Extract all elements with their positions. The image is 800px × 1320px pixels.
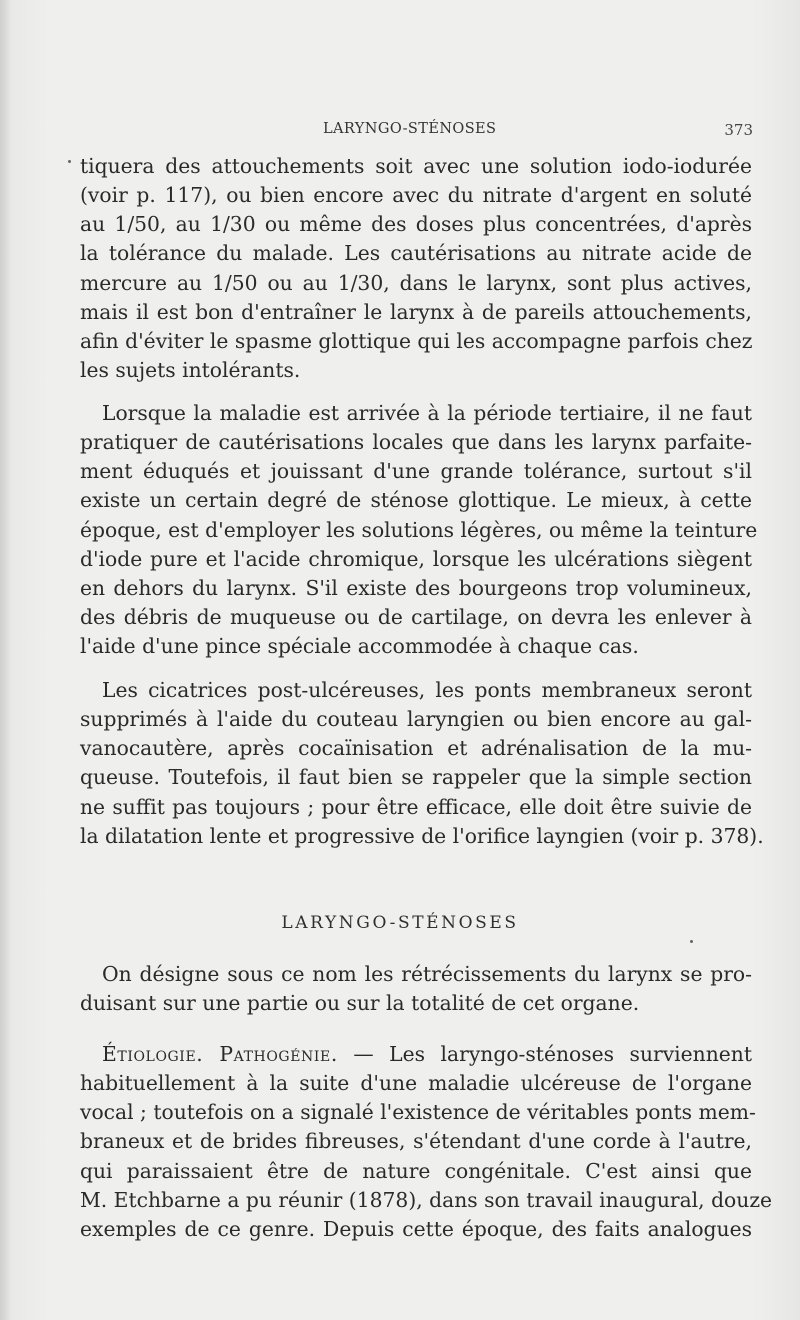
text-line: époque, est d'employer les solutions légères, ou même la teinture xyxy=(80,517,758,542)
text-line: existe un certain degré de sténose glottique. Le mieux, à cette xyxy=(80,488,752,513)
text-line: Lorsque la maladie est arrivée à la période tertiaire, il ne faut xyxy=(102,401,752,425)
text-line: l'aide d'une pince spéciale accommodée à chaque cas. xyxy=(80,634,639,659)
text-line: ment éduqués et jouissant d'une grande tolérance, surtout s'il xyxy=(80,459,752,484)
text-line: afin d'éviter le spasme glottique qui les accompagne parfois chez xyxy=(80,328,753,353)
running-title: LARYNGO-STÉNOSES xyxy=(323,121,497,137)
etiology-lead: — Les laryngo-sténoses surviennent xyxy=(337,1042,752,1066)
text-line: queuse. Toutefois, il faut bien se rappeler que la simple section xyxy=(80,765,752,790)
text-line: On désigne sous ce nom les rétrécissements du larynx se pro- xyxy=(102,962,752,986)
paragraph-continuation xyxy=(80,152,752,385)
text-line: au 1/50, au 1/30 ou même des doses plus concentrées, d'après xyxy=(80,212,752,237)
text-line: en dehors du larynx. S'il existe des bourgeons trop volumineux, xyxy=(80,575,752,600)
text-line: tiquera des attouchements soit avec une solution iodo-iodurée xyxy=(80,154,752,178)
paragraph-tertiary-period xyxy=(80,399,758,661)
text-line: les sujets intolérants. xyxy=(80,357,301,382)
text-line: qui paraissaient être de nature congénitale. C'est ainsi que xyxy=(80,1158,752,1183)
running-head xyxy=(0,121,800,141)
etiology-heading: Étiologie. Pathogénie. xyxy=(102,1042,338,1066)
text-line: la tolérance du malade. Les cautérisations au nitrate acide de xyxy=(80,241,752,266)
text-line: ne suffit pas toujours ; pour être efficace, elle doit être suivie de xyxy=(80,794,752,819)
text-line-with-heading xyxy=(80,1040,752,1069)
text-line: d'iode pure et l'acide chromique, lorsque les ulcérations siègent xyxy=(80,546,752,571)
text-line: duisant sur une partie ou sur la totalité de cet organe. xyxy=(80,991,640,1016)
text-line: mercure au 1/50 ou au 1/30, dans le larynx, sont plus actives, xyxy=(80,270,752,295)
text-line: mais il est bon d'entraîner le larynx à de pareils attouchements, xyxy=(80,299,752,324)
text-line: pratiquer de cautérisations locales que dans les larynx parfaite- xyxy=(80,430,752,455)
page-edge-shadow xyxy=(0,0,12,1320)
text-line: habituellement à la suite d'une maladie ulcéreuse de l'organe xyxy=(80,1071,752,1096)
text-line: exemples de ce genre. Depuis cette époque, des faits analogues xyxy=(80,1216,752,1241)
print-speck xyxy=(690,940,693,943)
page-number: 373 xyxy=(724,121,753,139)
text-line: (voir p. 117), ou bien encore avec du nitrate d'argent en soluté xyxy=(80,183,752,208)
text-line: vanocautère, après cocaïnisation et adrénalisation de la mu- xyxy=(80,736,752,761)
text-line: supprimés à l'aide du couteau laryngien ou bien encore au gal- xyxy=(80,707,752,732)
print-speck xyxy=(68,160,71,163)
text-line: braneux et de brides fibreuses, s'étendant d'une corde à l'autre, xyxy=(80,1129,752,1154)
paragraph-cicatrices xyxy=(80,676,764,851)
text-line: la dilatation lente et progressive de l'orifice layngien (voir p. 378). xyxy=(80,823,764,848)
text-line: des débris de muqueuse ou de cartilage, on devra les enlever à xyxy=(80,604,752,629)
text-line: vocal ; toutefois on a signalé l'existence de véritables ponts mem- xyxy=(80,1100,756,1125)
paragraph-etiology xyxy=(80,1040,773,1244)
paragraph-definition xyxy=(80,960,752,1018)
text-line: Les cicatrices post-ulcéreuses, les ponts membraneux seront xyxy=(102,678,752,702)
text-line: M. Etchbarne a pu réunir (1878), dans son travail inaugural, douze xyxy=(80,1187,773,1212)
section-heading: LARYNGO-STÉNOSES xyxy=(281,913,519,933)
